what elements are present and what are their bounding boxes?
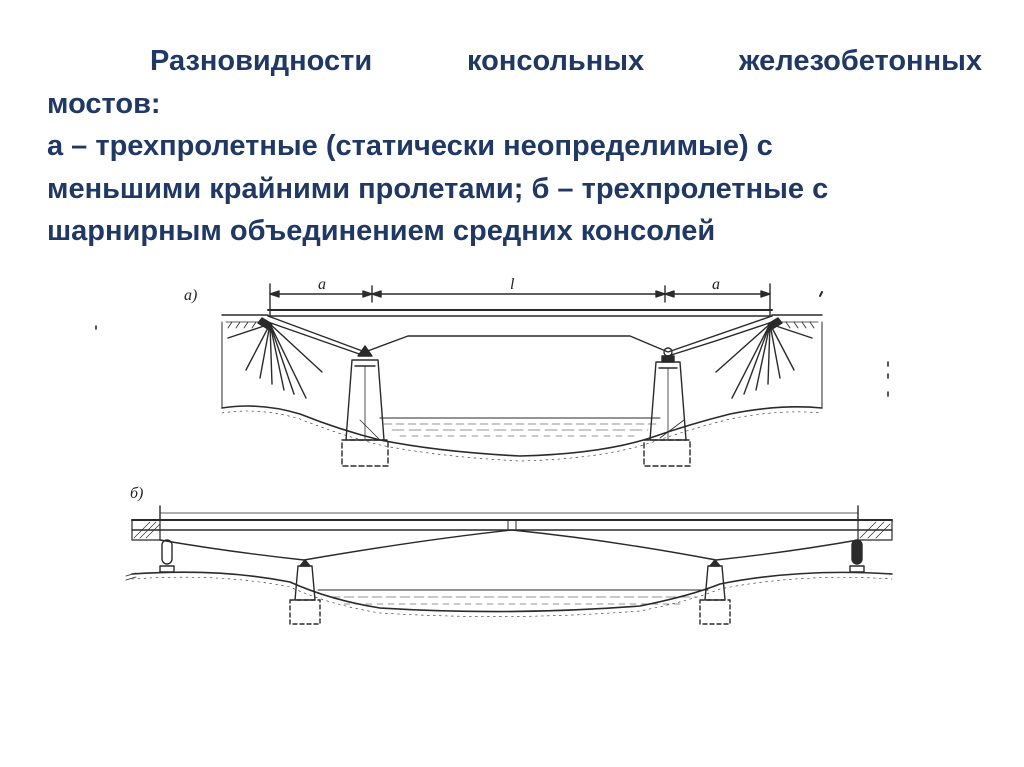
figure-b-left-support	[160, 540, 174, 572]
figure-a-ground	[222, 406, 822, 461]
figure-b-water	[318, 590, 708, 604]
figure-a-drawing	[96, 276, 888, 466]
caption-line-4: меньшими крайними пролетами; б – трехпролетные с	[47, 172, 829, 205]
figure-b-right-support	[850, 540, 864, 572]
dimension-label-a-right: a	[712, 276, 720, 293]
caption-line-3: а – трехпролетные (статически неопределимые) с	[47, 130, 773, 162]
figure-b-right-pier	[700, 560, 730, 624]
figure-b-ground	[126, 572, 892, 616]
figure-a-label: а)	[184, 287, 198, 304]
caption-word-2: консольных	[467, 45, 645, 77]
figure-a-water	[380, 418, 660, 436]
figure-b-deck	[132, 520, 892, 560]
figure-b-drawing	[126, 485, 892, 624]
caption-word-3: железобетонных	[738, 45, 982, 77]
dimension-label-a-left: a	[318, 276, 326, 293]
figure-a-right-pier	[644, 348, 690, 466]
figure-b-label: б)	[130, 485, 144, 502]
figure-a-left-abutment	[228, 318, 322, 398]
figure-a-deck	[268, 310, 772, 356]
caption-word-1: Разновидности	[150, 45, 373, 77]
dimension-label-l: l	[510, 276, 515, 293]
caption-line-5: шарнирным объединением средних консолей	[47, 215, 716, 247]
caption-line-2: мостов:	[47, 87, 161, 120]
figure-a-left-pier	[342, 346, 388, 466]
